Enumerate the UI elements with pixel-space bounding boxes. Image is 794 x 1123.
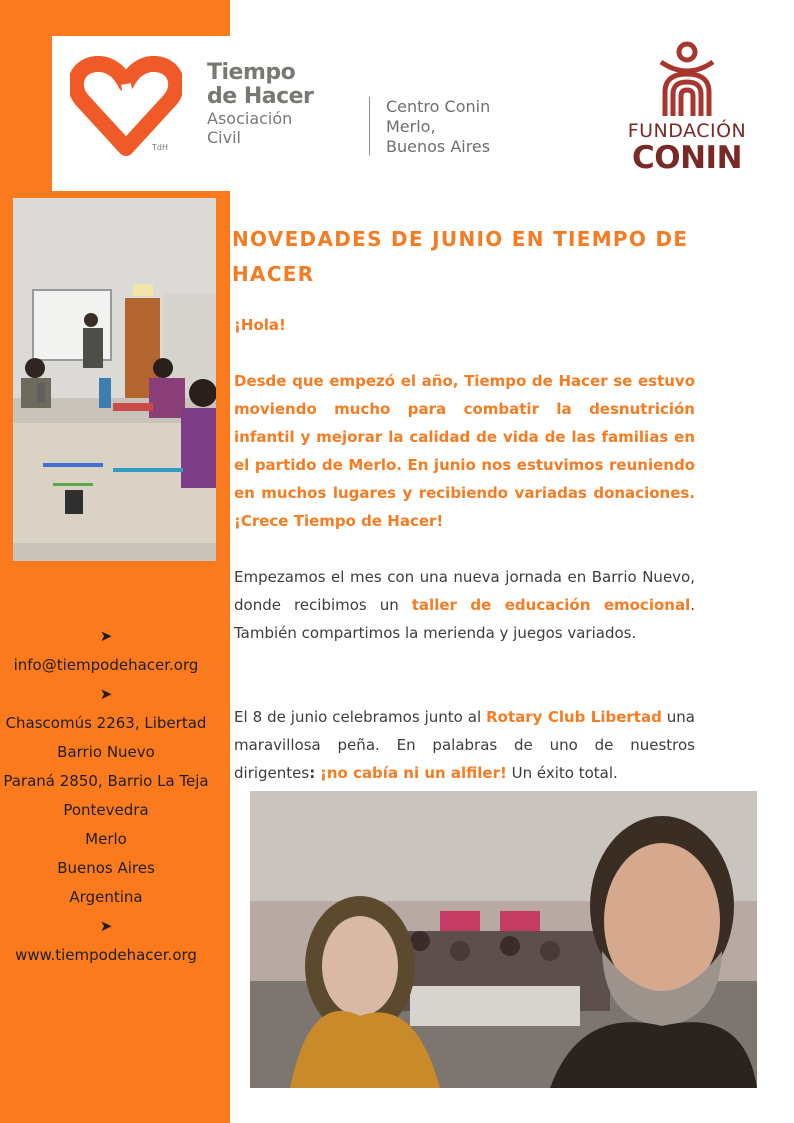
greeting-text: ¡Hola!: [234, 316, 286, 334]
p3-text-c: Un éxito total.: [506, 764, 618, 782]
classroom-workshop-photo: [13, 198, 216, 561]
centro-line2: Merlo,: [386, 117, 436, 136]
tdh-name-line4: Civil: [207, 128, 241, 147]
p3-text-b: una maravillosa peña. En palabras de uno de nuestros dirigentes: [234, 708, 696, 782]
address-line: Paraná 2850, Barrio La Teja: [3, 772, 209, 790]
address-line: Buenos Aires: [57, 859, 155, 877]
tiempo-de-hacer-heart-logo: [70, 56, 182, 156]
pena-selfie-photo: [250, 791, 757, 1088]
tiempo-de-hacer-wordmark: [207, 62, 313, 146]
sidebar-contact-info: [0, 622, 212, 970]
intro-paragraph: [234, 367, 695, 535]
conin-fundacion-text: FUNDACIÓN: [627, 120, 747, 142]
address-line: Chascomús 2263, Libertad: [5, 714, 207, 732]
address-line: Barrio Nuevo: [57, 743, 155, 761]
centro-line3: Buenos Aires: [386, 137, 491, 156]
p3-highlight-quote: ¡no cabía ni un alfiler!: [320, 764, 507, 782]
greeting-paragraph: [234, 311, 695, 339]
p2-highlight: taller de educación emocional: [411, 596, 691, 614]
address-line: Pontevedra: [63, 801, 149, 819]
tdh-name-line3: Asociación: [207, 109, 293, 128]
workshop-paragraph: [234, 563, 695, 647]
article-title: NOVEDADES DE JUNIO EN TIEMPO DE HACER: [232, 227, 689, 286]
p3-colon: :: [309, 764, 316, 782]
arrow-icon: ➤: [99, 627, 113, 645]
tdh-mark: TdH: [152, 143, 168, 152]
p2-text-b: . También compartimos la merienda y juegos variados.: [234, 596, 695, 642]
centro-conin-label: [386, 97, 490, 157]
arrow-icon: ➤: [99, 685, 113, 703]
rotary-paragraph: [234, 703, 695, 787]
address-line: Argentina: [69, 888, 143, 906]
tdh-name-line2: de Hacer: [207, 84, 314, 109]
email-link[interactable]: info@tiempodehacer.org: [13, 656, 199, 674]
p2-text-a: Empezamos el mes con una nueva jornada en Barrio Nuevo, donde recibimos un: [234, 568, 695, 614]
arrow-icon: ➤: [99, 917, 113, 935]
p3-highlight-rotary: Rotary Club Libertad: [486, 708, 662, 726]
centro-line1: Centro Conin: [386, 97, 491, 116]
header-divider: [369, 97, 370, 155]
tdh-name-line1: Tiempo: [207, 60, 296, 85]
address-line: Merlo: [85, 830, 127, 848]
website-link[interactable]: www.tiempodehacer.org: [15, 946, 197, 964]
conin-name-text: CONIN: [631, 140, 743, 176]
fundacion-conin-logo: [655, 40, 719, 120]
p3-text-a: El 8 de junio celebramos junto al: [234, 708, 487, 726]
intro-text: Desde que empezó el año, Tiempo de Hacer se estuvo moviendo mucho para combatir la desnutrición infantil y mejorar la calidad de vida de las familias en el partido de Merlo. En junio nos estuvimos reuniendo en muchos lugares y recibiendo variadas donaciones. ¡Crece Tiempo de Hacer!: [234, 372, 695, 530]
